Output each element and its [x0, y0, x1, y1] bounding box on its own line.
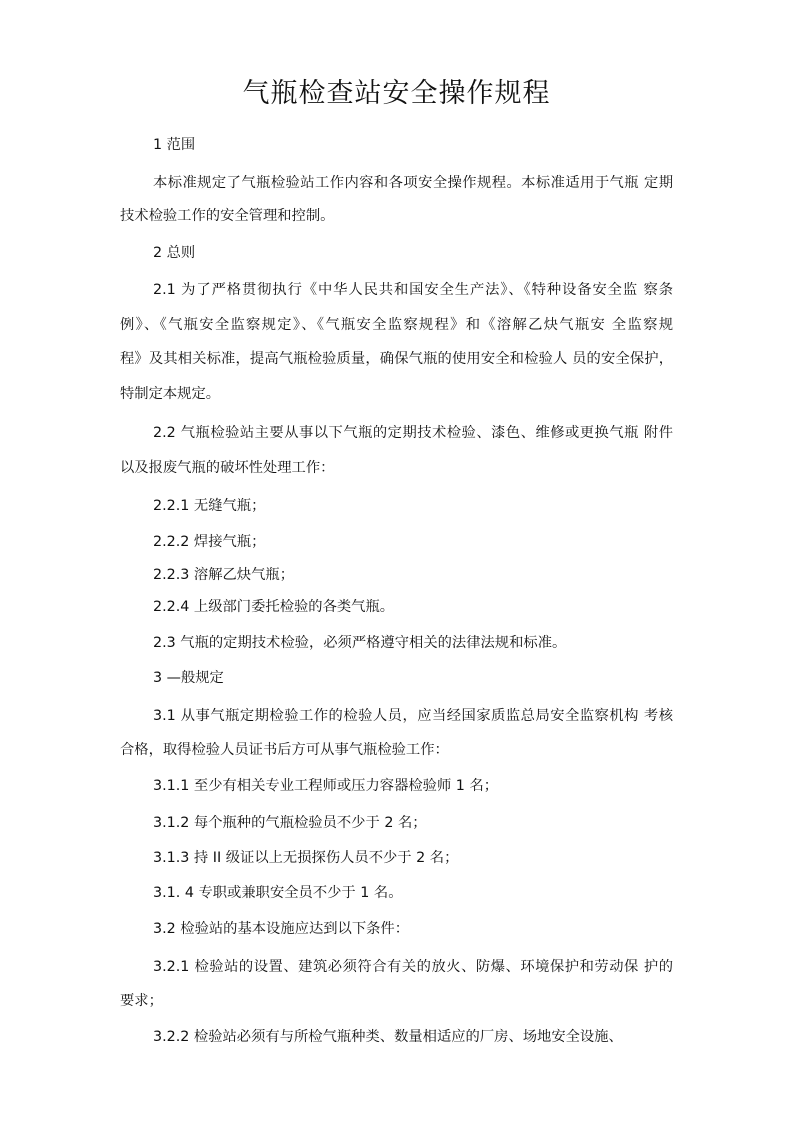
list-item: 3.1.2 每个瓶种的气瓶检验员不少于 2 名； — [153, 815, 427, 831]
paragraph-line: 要求； — [120, 993, 163, 1009]
paragraph-line: 3.1 从事气瓶定期检验工作的检验人员，应当经国家质监总局安全监察机构 考核 — [153, 708, 673, 724]
paragraph-line: 本标准规定了气瓶检验站工作内容和各项安全操作规程。本标准适用于气瓶 定期 — [153, 175, 673, 191]
paragraph-line: 特制定本规定。 — [120, 386, 221, 402]
list-item: 2.2.4 上级部门委托检验的各类气瓶。 — [153, 599, 395, 615]
paragraph-line: 例》、《气瓶安全监察规定》、《气瓶安全监察规程》和《溶解乙炔气瓶安 全监察规 — [120, 317, 673, 333]
section-heading: 3 —般规定 — [153, 670, 224, 686]
paragraph-line: 2.1 为了严格贯彻执行《中华人民共和国安全生产法》、《特种设备安全监 察条 — [153, 282, 673, 298]
section-heading: 2 总则 — [153, 245, 196, 261]
list-item: 2.2.1 无缝气瓶； — [153, 498, 266, 514]
paragraph-line: 以及报废气瓶的破坏性处理工作： — [120, 460, 335, 476]
paragraph-line: 2.3 气瓶的定期技术检验，必须严格遵守相关的法律法规和标准。 — [153, 635, 567, 651]
list-item: 3.1.1 至少有相关专业工程师或压力容器检验师 1 名； — [153, 778, 499, 794]
list-item: 3.2.1 检验站的设置、建筑必须符合有关的放火、防爆、环境保护和劳动保 护的 — [153, 959, 673, 975]
section-heading: 1 范围 — [153, 137, 196, 153]
list-item: 3.2.2 检验站必须有与所检气瓶种类、数量相适应的厂房、场地安全设施、 — [153, 1029, 623, 1045]
paragraph-line: 程》及其相关标准，提高气瓶检验质量，确保气瓶的使用安全和检验人 员的安全保护， — [120, 351, 673, 367]
paragraph-line: 技术检验工作的安全管理和控制。 — [120, 208, 335, 224]
paragraph-line: 3.2 检验站的基本设施应达到以下条件： — [153, 921, 410, 937]
list-item: 2.2.2 焊接气瓶； — [153, 534, 266, 550]
paragraph-line: 合格，取得检验人员证书后方可从事气瓶检验工作： — [120, 742, 449, 758]
list-item: 3.1. 4 专职或兼职安全员不少于 1 名。 — [153, 885, 403, 901]
list-item: 2.2.3 溶解乙炔气瓶； — [153, 567, 294, 583]
document-title: 气瓶检查站安全操作规程 — [242, 78, 551, 109]
list-item: 3.1.3 持 II 级证以上无损探伤人员不少于 2 名； — [153, 850, 459, 866]
paragraph-line: 2.2 气瓶检验站主要从事以下气瓶的定期技术检验、漆色、维修或更换气瓶 附件 — [153, 425, 673, 441]
